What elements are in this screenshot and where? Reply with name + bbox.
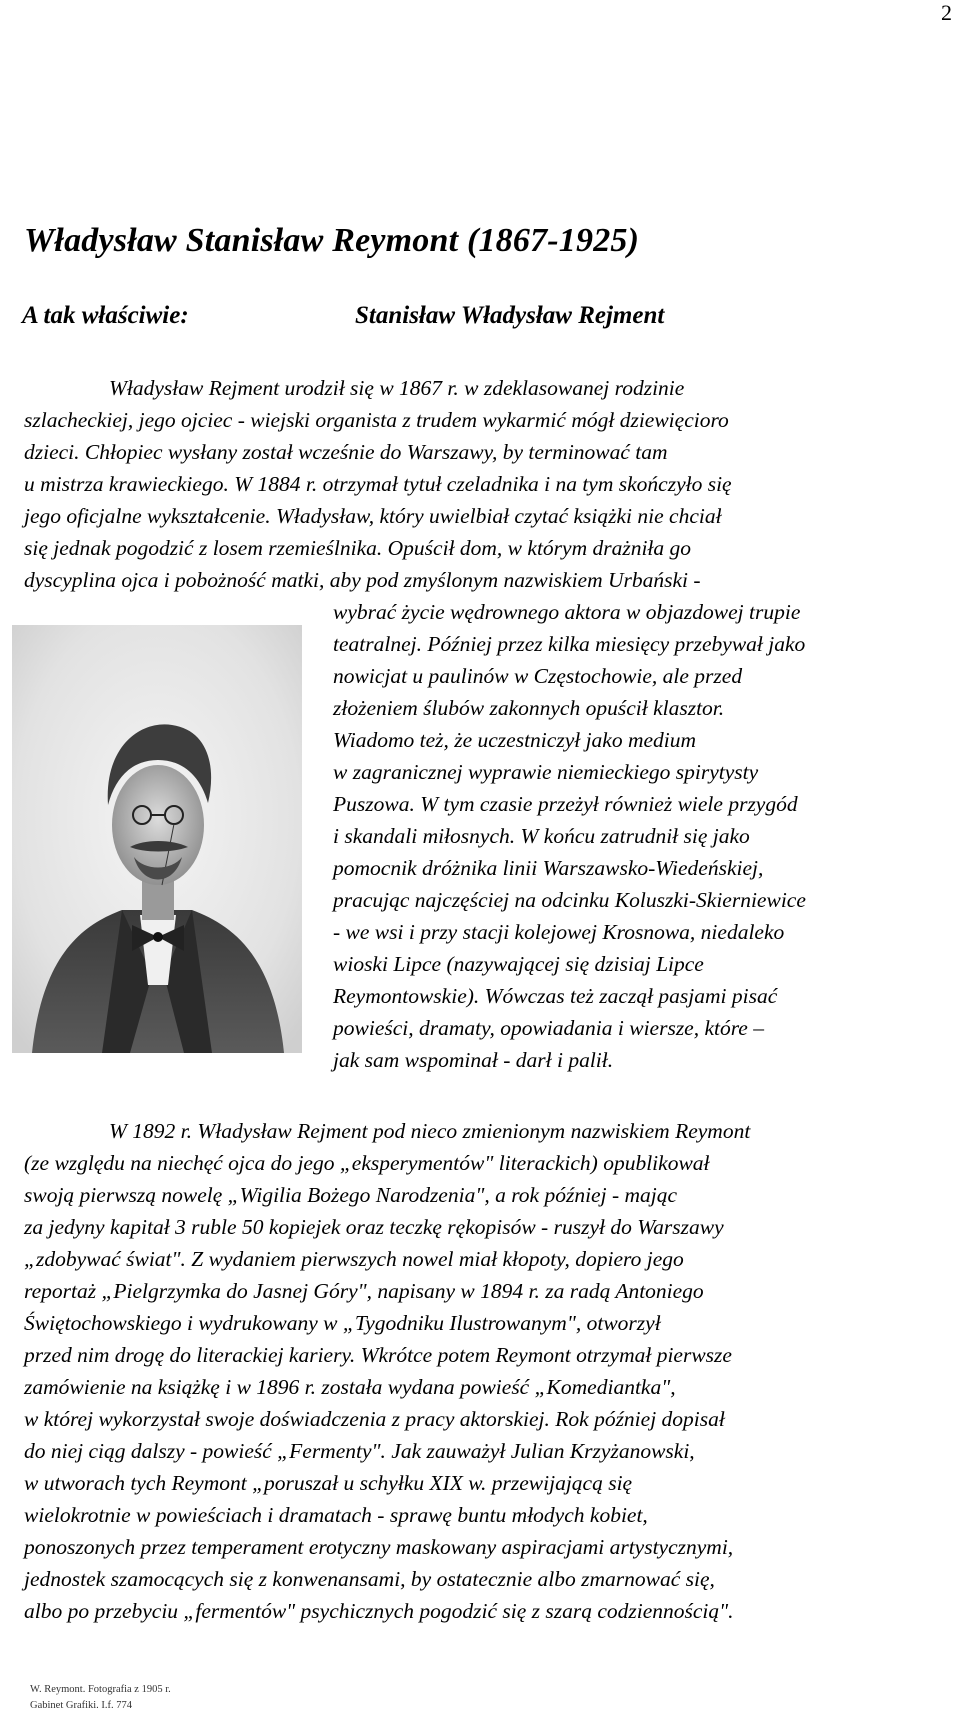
paragraph-line: Puszowa. W tym czasie przeżył również wiele przygód [333,792,798,816]
paragraph-line: i skandali miłosnych. W końcu zatrudnił się jako [333,824,750,848]
paragraph-line: wioski Lipce (nazywającej się dzisiaj Lipce [333,952,704,976]
caption-line: W. Reymont. Fotografia z 1905 r. [30,1684,171,1695]
paragraph-line: ponoszonych przez temperament erotyczny maskowany aspiracjami artystycznymi, [24,1535,734,1559]
portrait-image [12,625,302,1053]
paragraph-line: W 1892 r. Władysław Rejment pod nieco zmienionym nazwiskiem Reymont [109,1119,751,1143]
subtitle-value: Stanisław Władysław Rejment [355,302,665,329]
paragraph-line: teatralnej. Później przez kilka miesięcy przebywał jako [333,632,806,656]
paragraph-line: wielokrotnie w powieściach i dramatach - sprawę buntu młodych kobiet, [24,1503,648,1527]
paragraph-line: u mistrza krawieckiego. W 1884 r. otrzymał tytuł czeladnika i na tym skończyło się [24,472,732,496]
paragraph-line: wybrać życie wędrownego aktora w objazdowej trupie [333,600,801,624]
paragraph-line: swoją pierwszą nowelę „Wigilia Bożego Narodzenia", a rok później - mając [24,1183,678,1207]
paragraph-line: szlacheckiej, jego ojciec - wiejski organista z trudem wykarmić mógł dziewięcioro [24,408,729,432]
paragraph-line: Świętochowskiego i wydrukowany w „Tygodniku Ilustrowanym", otworzył [24,1311,661,1335]
caption-line: Gabinet Grafiki. I.f. 774 [30,1700,133,1711]
paragraph-line: powieści, dramaty, opowiadania i wiersze, które – [333,1016,764,1040]
biography-paragraph-1-continued [333,596,806,1076]
biography-paragraph-1 [24,372,954,596]
paragraph-line: nowicjat u paulinów w Częstochowie, ale przed [333,664,743,688]
paragraph-line: jego oficjalne wykształcenie. Władysław, który uwielbiał czytać książki nie chciał [24,504,722,528]
subtitle-label: A tak właściwie: [22,302,189,329]
paragraph-line: dyscyplina ojca i pobożność matki, aby pod zmyślonym nazwiskiem Urbański - [24,568,701,592]
page-title: Władysław Stanisław Reymont (1867-1925) [24,222,640,259]
paragraph-line: Reymontowskie). Wówczas też zaczął pasjami pisać [333,984,778,1008]
biography-paragraph-2 [24,1115,954,1627]
paragraph-line: Władysław Rejment urodził się w 1867 r. w zdeklasowanej rodzinie [109,376,685,400]
paragraph-line: w której wykorzystał swoje doświadczenia z pracy aktorskiej. Rok później dopisał [24,1407,725,1431]
paragraph-line: - we wsi i przy stacji kolejowej Krosnowa, niedaleko [333,920,785,944]
photo-caption [30,1682,171,1714]
paragraph-line: się jednak pogodzić z losem rzemieślnika. Opuścił dom, w którym drażniła go [24,536,692,560]
paragraph-line: złożeniem ślubów zakonnych opuścił klasztor. [333,696,725,720]
portrait-photo [12,625,302,1711]
paragraph-line: albo po przebyciu „fermentów" psychicznych pogodzić się z szarą codziennością". [24,1599,734,1623]
paragraph-line: jednostek szamocących się z konwenansami, by ostatecznie albo zmarnować się, [24,1567,715,1591]
paragraph-line: pomocnik dróżnika linii Warszawsko-Wiedeńskiej, [333,856,764,880]
paragraph-line: jak sam wspominał - darł i palił. [333,1048,614,1072]
paragraph-line: (ze względu na niechęć ojca do jego „eksperymentów" literackich) opublikował [24,1151,710,1175]
paragraph-line: w utworach tych Reymont „poruszał u schyłku XIX w. przewijającą się [24,1471,633,1495]
paragraph-line: za jedyny kapitał 3 ruble 50 kopiejek oraz teczkę rękopisów - ruszył do Warszawy [24,1215,724,1239]
paragraph-line: pracując najczęściej na odcinku Koluszki-Skierniewice [333,888,806,912]
paragraph-line: w zagranicznej wyprawie niemieckiego spirytysty [333,760,759,784]
paragraph-line: reportaż „Pielgrzymka do Jasnej Góry", napisany w 1894 r. za radą Antoniego [24,1279,704,1303]
paragraph-line: do niej ciąg dalszy - powieść „Fermenty". Jak zauważył Julian Krzyżanowski, [24,1439,695,1463]
page-number: 2 [941,0,952,25]
paragraph-line: Wiadomo też, że uczestniczył jako medium [333,728,697,752]
paragraph-line: „zdobywać świat". Z wydaniem pierwszych nowel miał kłopoty, dopiero jego [24,1247,684,1271]
paragraph-line: przed nim drogę do literackiej kariery. Wkrótce potem Reymont otrzymał pierwsze [24,1343,732,1367]
paragraph-line: zamówienie na książkę i w 1896 r. została wydana powieść „Komediantka", [24,1375,676,1399]
paragraph-line: dzieci. Chłopiec wysłany został wcześnie do Warszawy, by terminować tam [24,440,668,464]
